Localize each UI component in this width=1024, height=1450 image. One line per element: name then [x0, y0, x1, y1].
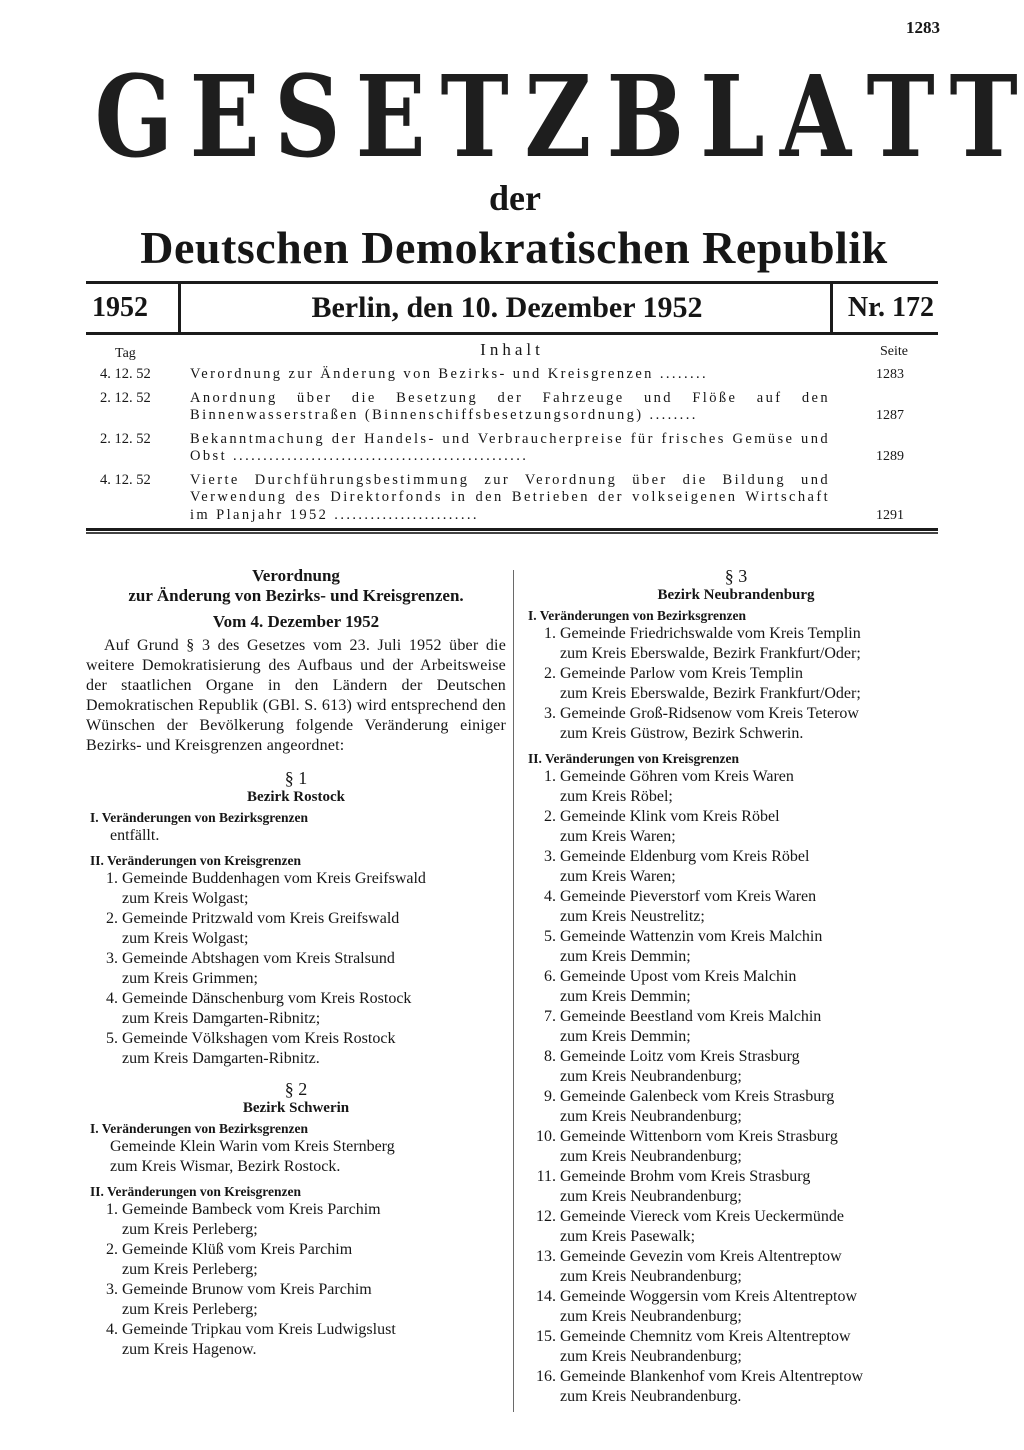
list-item-text: zum Kreis Perleberg; — [122, 1301, 258, 1318]
list-item-text: zum Kreis Perleberg; — [122, 1261, 258, 1278]
toc-header — [86, 338, 938, 362]
section-2-kreisgrenzen-heading: II. Veränderungen von Kreisgrenzen — [90, 1184, 302, 1199]
masthead-letter: Z — [523, 52, 592, 183]
section-1-heading: § 1 — [284, 768, 308, 788]
section-1-bezirksgrenzen-heading: I. Veränderungen von Bezirksgrenzen — [90, 810, 309, 825]
toc-inhalt-label: Inhalt — [480, 340, 544, 359]
list-item-text: Gemeinde Chemnitz vom Kreis Altentreptow — [560, 1328, 851, 1345]
list-item-text: zum Kreis Neubrandenburg; — [560, 1308, 742, 1325]
list-item — [86, 1320, 506, 1360]
masthead-letter: G — [94, 52, 174, 183]
section-1-kreisgrenzen-list — [86, 869, 506, 1069]
section-2-bezirksgrenzen-heading: I. Veränderungen von Bezirksgrenzen — [90, 1121, 309, 1136]
issue-divider — [178, 284, 181, 332]
decree-title: Verordnung — [252, 566, 340, 585]
toc-entry-page: 1289 — [876, 449, 904, 464]
toc-entry-text: Vierte Durchführungsbestimmung zur Verordnung über die Bildung und Verwendung des Direktorfonds in den Betrieben der volkseigenen Wirtschaft im Planjahr 1952 ........................ — [190, 471, 830, 523]
list-item — [524, 1367, 948, 1407]
list-item-text: zum Kreis Grimmen; — [122, 970, 258, 987]
list-item-text: Gemeinde Buddenhagen vom Kreis Greifswald — [122, 870, 426, 887]
page-number: 1283 — [906, 18, 940, 37]
list-item-number: 4. — [106, 1321, 118, 1338]
section-1-bezirk: Bezirk Rostock — [247, 789, 345, 805]
toc-entry-date: 2. 12. 52 — [100, 389, 151, 406]
masthead-letter: E — [189, 52, 260, 183]
masthead-letter: B — [606, 52, 685, 183]
list-item-text: Gemeinde Abtshagen vom Kreis Stralsund — [122, 950, 395, 967]
list-item-text: Gemeinde Parlow vom Kreis Templin — [560, 665, 803, 682]
section-2-heading: § 2 — [284, 1079, 308, 1099]
list-item-text: zum Kreis Neubrandenburg; — [560, 1348, 742, 1365]
list-item-text: Gemeinde Wattenzin vom Kreis Malchin — [560, 928, 823, 945]
list-item — [524, 887, 948, 927]
list-item-text: Gemeinde Völkshagen vom Kreis Rostock — [122, 1030, 396, 1047]
issue-divider — [830, 284, 833, 332]
list-item-text: zum Kreis Neubrandenburg. — [560, 1388, 742, 1405]
list-item — [524, 927, 948, 967]
masthead-letter: A — [779, 52, 851, 183]
list-item-text: Gemeinde Friedrichswalde vom Kreis Templin — [560, 625, 861, 642]
section-2-bezirksgrenzen-text: Gemeinde Klein Warin vom Kreis Sternberg — [110, 1138, 395, 1155]
list-item-number: 8. — [544, 1048, 556, 1065]
right-column — [524, 566, 948, 1407]
section-3-kreisgrenzen-heading: II. Veränderungen von Kreisgrenzen — [528, 751, 740, 766]
list-item — [524, 767, 948, 807]
list-item-text: Gemeinde Galenbeck vom Kreis Strasburg — [560, 1088, 835, 1105]
section-2-kreisgrenzen-list — [86, 1200, 506, 1360]
masthead-letter: T — [440, 52, 510, 183]
list-item-number: 6. — [544, 968, 556, 985]
column-divider — [513, 570, 514, 1412]
list-item-number: 5. — [544, 928, 556, 945]
decree-intro: Auf Grund § 3 des Gesetzes vom 23. Juli 1952 über die weitere Demokratisierung des Aufbaus und der Arbeitsweise der staatlichen Organe in den Ländern der Deutschen Demokratischen Republik (GBl. S. 613) wird entsprechend den Wünschen der Bevölkerung folgende Veränderung einiger Bezirks- und Kreisgrenzen angeordnet: — [86, 637, 506, 754]
list-item — [86, 989, 506, 1029]
list-item-number: 3. — [544, 705, 556, 722]
list-item-text: Gemeinde Loitz vom Kreis Strasburg — [560, 1048, 800, 1065]
list-item-text: Gemeinde Blankenhof vom Kreis Altentreptow — [560, 1368, 864, 1385]
table-of-contents — [86, 338, 938, 524]
list-item-text: zum Kreis Röbel; — [560, 788, 673, 805]
list-item-text: Gemeinde Eldenburg vom Kreis Röbel — [560, 848, 810, 865]
masthead-letter: S — [274, 52, 341, 183]
list-item-text: zum Kreis Demmin; — [560, 988, 691, 1005]
toc-seite-label: Seite — [880, 344, 908, 359]
list-item-text: Gemeinde Göhren vom Kreis Waren — [560, 768, 794, 785]
toc-entry-page: 1283 — [876, 367, 904, 382]
list-item-number: 2. — [544, 665, 556, 682]
list-item — [524, 1207, 948, 1247]
list-item-text: zum Kreis Waren; — [560, 868, 676, 885]
list-item-number: 15. — [536, 1328, 556, 1345]
list-item-text: zum Kreis Demmin; — [560, 948, 691, 965]
list-item-number: 2. — [544, 808, 556, 825]
list-item-number: 1. — [106, 870, 118, 887]
section-2-bezirk: Bezirk Schwerin — [242, 1100, 350, 1116]
list-item-text: zum Kreis Demmin; — [560, 1028, 691, 1045]
list-item-number: 10. — [536, 1128, 556, 1145]
section-1-bezirksgrenzen-text: entfällt. — [110, 827, 160, 844]
list-item-text: zum Kreis Wolgast; — [122, 930, 249, 947]
toc-entry[interactable] — [86, 431, 938, 466]
list-item-text: zum Kreis Damgarten-Ribnitz. — [122, 1050, 320, 1067]
issue-date: Berlin, den 10. Dezember 1952 — [311, 291, 703, 324]
toc-entry-date: 4. 12. 52 — [100, 471, 151, 488]
list-item — [524, 1127, 948, 1167]
list-item-number: 3. — [544, 848, 556, 865]
masthead-letter: L — [700, 52, 765, 183]
list-item — [524, 1087, 948, 1127]
section-1-kreisgrenzen-heading: II. Veränderungen von Kreisgrenzen — [90, 853, 302, 868]
issue-year: 1952 — [92, 292, 148, 323]
toc-entry-text: Verordnung zur Änderung von Bezirks- und Kreisgrenzen ........ — [190, 366, 709, 382]
issue-number: Nr. 172 — [847, 292, 934, 323]
list-item — [86, 869, 506, 909]
list-item-text: Gemeinde Dänschenburg vom Kreis Rostock — [122, 990, 412, 1007]
list-item-text: Gemeinde Brohm vom Kreis Strasburg — [560, 1168, 811, 1185]
masthead-letter: E — [355, 52, 426, 183]
section-3-bezirksgrenzen-list — [524, 624, 948, 744]
list-item-text: Gemeinde Beestland vom Kreis Malchin — [560, 1008, 822, 1025]
list-item-text: zum Kreis Neustrelitz; — [560, 908, 705, 925]
list-item-text: Gemeinde Groß-Ridsenow vom Kreis Teterow — [560, 705, 859, 722]
list-item-number: 9. — [544, 1088, 556, 1105]
masthead-republic: Deutschen Demokratischen Republik — [140, 222, 888, 273]
list-item-text: zum Kreis Güstrow, Bezirk Schwerin. — [560, 725, 804, 742]
toc-entry[interactable] — [86, 366, 938, 384]
toc-divider-rule — [86, 528, 938, 534]
list-item-text: zum Kreis Neubrandenburg; — [560, 1268, 742, 1285]
list-item — [86, 1280, 506, 1320]
list-item-number: 5. — [106, 1030, 118, 1047]
left-column — [86, 566, 506, 1360]
list-item-text: Gemeinde Viereck vom Kreis Ueckermünde — [560, 1208, 844, 1225]
section-3-heading: § 3 — [724, 566, 748, 586]
list-item — [86, 909, 506, 949]
list-item-number: 3. — [106, 950, 118, 967]
list-item-number: 1. — [106, 1201, 118, 1218]
list-item — [524, 704, 948, 744]
list-item — [524, 1167, 948, 1207]
toc-entry[interactable] — [86, 390, 938, 425]
list-item-text: Gemeinde Klink vom Kreis Röbel — [560, 808, 780, 825]
list-item-text: zum Kreis Neubrandenburg; — [560, 1188, 742, 1205]
toc-entry[interactable] — [86, 472, 938, 525]
list-item — [524, 967, 948, 1007]
section-3-kreisgrenzen-list — [524, 767, 948, 1407]
list-item-number: 4. — [106, 990, 118, 1007]
issue-bar — [86, 281, 938, 335]
list-item-text: zum Kreis Perleberg; — [122, 1221, 258, 1238]
list-item-number: 1. — [544, 768, 556, 785]
toc-tag-label: Tag — [115, 346, 136, 361]
list-item-number: 2. — [106, 1241, 118, 1258]
list-item — [86, 1200, 506, 1240]
list-item — [86, 949, 506, 989]
list-item-text: Gemeinde Pieverstorf vom Kreis Waren — [560, 888, 817, 905]
list-item-number: 3. — [106, 1281, 118, 1298]
masthead-title — [86, 52, 1018, 183]
list-item — [524, 664, 948, 704]
list-item-text: Gemeinde Woggersin vom Kreis Altentreptow — [560, 1288, 858, 1305]
list-item — [524, 1327, 948, 1367]
decree-subtitle: zur Änderung von Bezirks- und Kreisgrenzen. — [128, 586, 464, 605]
toc-entry-text: Anordnung über die Besetzung der Fahrzeuge und Flöße auf den Binnenwasserstraßen (Binnenschiffsbesetzungsordnung) ........ — [190, 389, 830, 423]
list-item — [524, 1007, 948, 1047]
toc-entry-text: Bekanntmachung der Handels- und Verbraucherpreise für frisches Gemüse und Obst ................................................. — [190, 430, 830, 464]
decree-date: Vom 4. Dezember 1952 — [212, 612, 380, 631]
list-item — [524, 1247, 948, 1287]
toc-entry-page: 1291 — [876, 507, 904, 523]
list-item-text: Gemeinde Bambeck vom Kreis Parchim — [122, 1201, 381, 1218]
list-item-number: 12. — [536, 1208, 556, 1225]
toc-entry-page: 1287 — [876, 408, 904, 423]
list-item-text: zum Kreis Damgarten-Ribnitz; — [122, 1010, 321, 1027]
list-item-text: zum Kreis Neubrandenburg; — [560, 1068, 742, 1085]
section-3-bezirksgrenzen-heading: I. Veränderungen von Bezirksgrenzen — [528, 608, 747, 623]
list-item-text: zum Kreis Hagenow. — [122, 1341, 257, 1358]
list-item-text: zum Kreis Eberswalde, Bezirk Frankfurt/Oder; — [560, 685, 861, 702]
section-2-bezirksgrenzen-text: zum Kreis Wismar, Bezirk Rostock. — [110, 1158, 341, 1175]
list-item-number: 13. — [536, 1248, 556, 1265]
list-item — [524, 847, 948, 887]
list-item-number: 14. — [536, 1288, 556, 1305]
list-item-text: Gemeinde Pritzwald vom Kreis Greifswald — [122, 910, 400, 927]
list-item-text: zum Kreis Eberswalde, Bezirk Frankfurt/Oder; — [560, 645, 861, 662]
list-item-number: 1. — [544, 625, 556, 642]
list-item — [524, 1287, 948, 1327]
toc-entry-date: 2. 12. 52 — [100, 430, 151, 447]
list-item — [86, 1029, 506, 1069]
list-item-text: zum Kreis Wolgast; — [122, 890, 249, 907]
list-item — [86, 1240, 506, 1280]
masthead-letter: T — [866, 52, 935, 183]
list-item-number: 4. — [544, 888, 556, 905]
section-3-bezirk: Bezirk Neubrandenburg — [657, 587, 815, 603]
list-item-text: Gemeinde Brunow vom Kreis Parchim — [122, 1281, 372, 1298]
list-item-text: Gemeinde Tripkau vom Kreis Ludwigslust — [122, 1321, 396, 1338]
list-item-number: 7. — [544, 1008, 556, 1025]
list-item — [524, 624, 948, 664]
list-item-number: 16. — [536, 1368, 556, 1385]
list-item-text: Gemeinde Upost vom Kreis Malchin — [560, 968, 797, 985]
list-item-text: zum Kreis Waren; — [560, 828, 676, 845]
list-item-text: zum Kreis Pasewalk; — [560, 1228, 696, 1245]
toc-entry-date: 4. 12. 52 — [100, 366, 151, 382]
list-item-number: 2. — [106, 910, 118, 927]
list-item-text: zum Kreis Neubrandenburg; — [560, 1148, 742, 1165]
list-item-text: Gemeinde Gevezin vom Kreis Altentreptow — [560, 1248, 842, 1265]
list-item — [524, 807, 948, 847]
masthead-letter: T — [949, 52, 1018, 183]
list-item-number: 11. — [536, 1168, 556, 1185]
list-item-text: Gemeinde Klüß vom Kreis Parchim — [122, 1241, 353, 1258]
masthead-der: der — [489, 178, 541, 218]
list-item-text: zum Kreis Neubrandenburg; — [560, 1108, 742, 1125]
list-item — [524, 1047, 948, 1087]
list-item-text: Gemeinde Wittenborn vom Kreis Strasburg — [560, 1128, 838, 1145]
